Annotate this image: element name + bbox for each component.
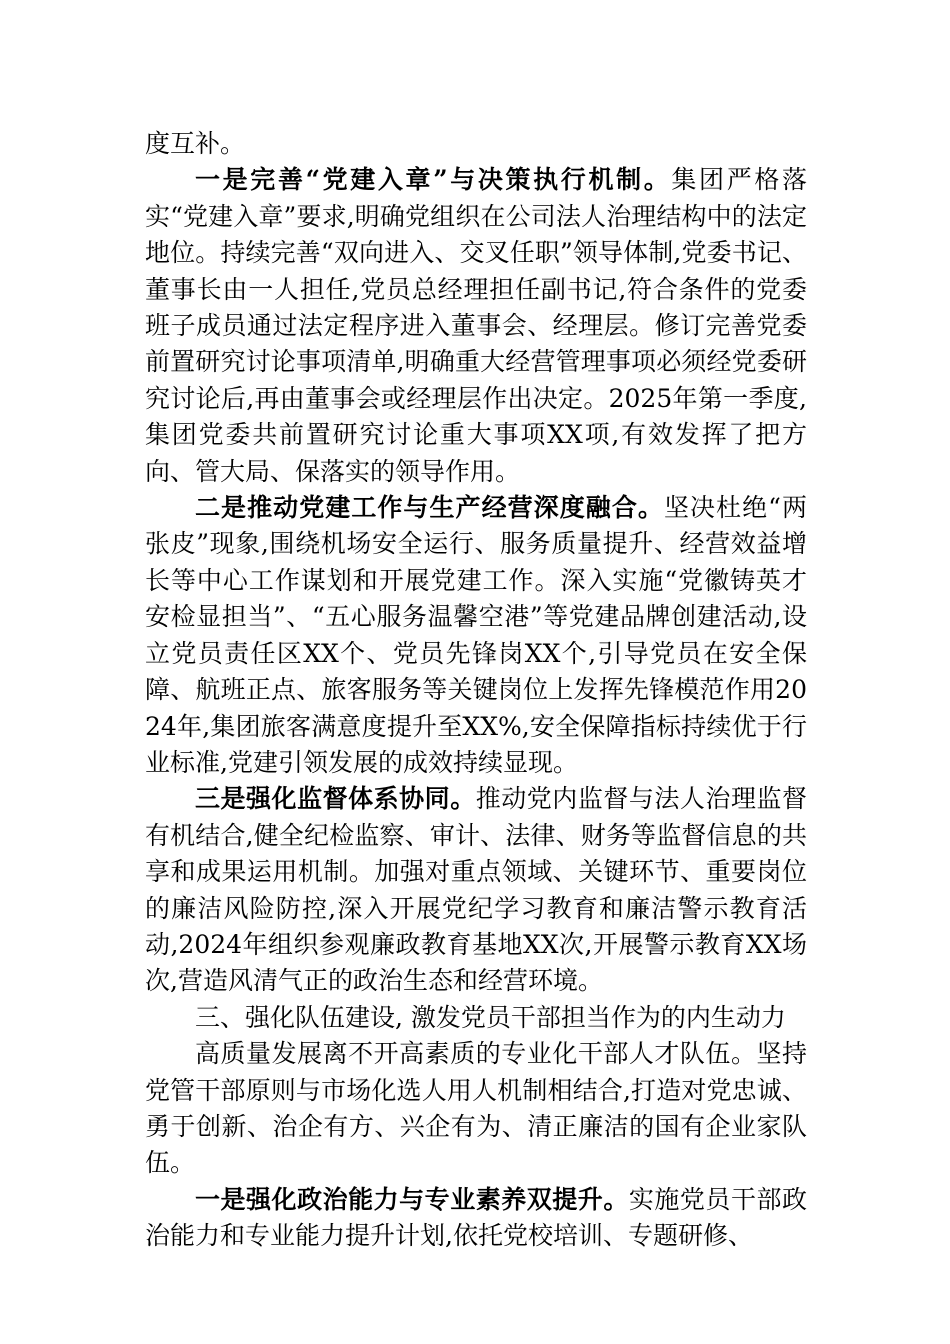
paragraph-lead: 二是推动党建工作与生产经营深度融合。	[195, 493, 664, 523]
paragraph-lead: 一是强化政治能力与专业素养双提升。	[195, 1184, 629, 1214]
paragraph-text: 集团严格落实“党建入章”要求,明确党组织在公司法人治理结构中的法定地位。持续完善“双向进入、交叉任职”领导体制,党委书记、董事长由一人担任,党员总经理担任副书记,符合条件的党委班子成员通过法定程序进入董事会、经理层。修订完善党委前置研究讨论事项清单,明确重大经营管理事项必须经党委研究讨论后,再由董事会或经理层作出决定。2025年第一季度,集团党委共前置研究讨论重大事项XX项,有效发挥了把方向、管大局、保落实的领导作用。	[145, 165, 807, 486]
section-heading-text: 三、强化队伍建设, 激发党员干部担当作为的内生动力	[195, 1002, 786, 1032]
paragraph-continuation	[145, 126, 807, 162]
paragraph-party-charter	[145, 162, 807, 490]
paragraph-party-business-integration	[145, 490, 807, 781]
paragraph-political-professional-ability	[145, 1182, 807, 1255]
paragraph-text: 推动党内监督与法人治理监督有机结合,健全纪检监察、审计、法律、财务等监督信息的共享和成果运用机制。加强对重点领域、关键环节、重要岗位的廉洁风险防控,深入开展党纪学习教育和廉洁警示教育活动,2024年组织参观廉政教育基地XX次,开展警示教育XX场次,营造风清气正的政治生态和经营环境。	[145, 784, 807, 996]
paragraph-text: 高质量发展离不开高素质的专业化干部人才队伍。坚持党管干部原则与市场化选人用人机制相结合,打造对党忠诚、勇于创新、治企有方、兴企有为、清正廉洁的国有企业家队伍。	[145, 1039, 807, 1178]
section-heading	[145, 1000, 807, 1036]
paragraph-text: 度互补。	[145, 129, 246, 158]
paragraph-lead: 一是完善“党建入章”与决策执行机制。	[195, 165, 672, 195]
paragraph-section-intro	[145, 1036, 807, 1182]
paragraph-supervision-system	[145, 781, 807, 999]
document-body	[145, 126, 807, 1255]
paragraph-lead: 三是强化监督体系协同。	[195, 784, 476, 814]
paragraph-text: 实施党员干部政治能力和专业能力提升计划,依托党校培训、专题研修、	[145, 1184, 807, 1251]
paragraph-text: 坚决杜绝“两张皮”现象,围绕机场安全运行、服务质量提升、经营效益增长等中心工作谋划和开展党建工作。深入实施“党徽铸英才 安检显担当”、“五心服务温馨空港”等党建品牌创建活动,设立党员责任区XX个、党员先锋岗XX个,引导党员在安全保障、航班正点、旅客服务等关键岗位上发挥先锋模范作用2024年,集团旅客满意度提升至XX%,安全保障指标持续优于行业标准,党建引领发展的成效持续显现。	[145, 493, 807, 777]
